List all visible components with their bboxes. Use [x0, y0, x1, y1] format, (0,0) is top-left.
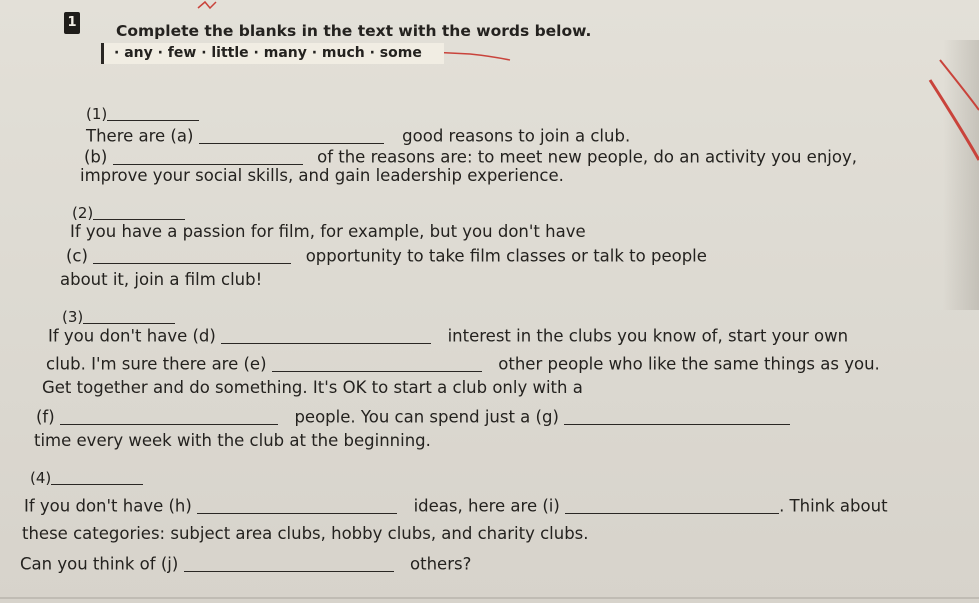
- blank-line[interactable]: [107, 105, 199, 121]
- p3-line3: Get together and do something. It's OK to start a club only with a: [42, 378, 583, 397]
- p4-line2: these categories: subject area clubs, hobby clubs, and charity clubs.: [22, 524, 589, 543]
- paragraph-marker-2: [72, 202, 185, 222]
- p4-line1: [24, 494, 888, 516]
- p1-line1: [86, 124, 630, 146]
- p1-line1-end: good reasons to join a club.: [402, 126, 631, 146]
- p3-line4-mid: people. You can spend just a (g): [294, 407, 559, 427]
- p1-line2: [84, 145, 857, 167]
- blank-f[interactable]: [60, 407, 278, 425]
- p3-line2-start: club. I'm sure there are (e): [46, 354, 267, 374]
- marker-text: (2): [72, 204, 94, 222]
- p2-line2: [66, 244, 707, 266]
- p4-line3-start: Can you think of (j): [20, 554, 179, 574]
- marker-text: (3): [62, 308, 84, 326]
- blank-d[interactable]: [221, 326, 431, 344]
- p1-line1-start: There are (a): [86, 126, 194, 146]
- blank-e[interactable]: [272, 354, 482, 372]
- p2-line1: If you have a passion for film, for example, but you don't have: [70, 222, 586, 241]
- blank-line[interactable]: [93, 204, 185, 220]
- blank-b[interactable]: [113, 147, 303, 165]
- word-bank: · any · few · little · many · much · some: [101, 43, 444, 64]
- p3-line5: time every week with the club at the beginning.: [34, 431, 431, 450]
- p1-line2-end: of the reasons are: to meet new people, do an activity you enjoy,: [317, 147, 857, 167]
- p1-line3: improve your social skills, and gain leadership experience.: [80, 166, 564, 185]
- blank-line[interactable]: [51, 469, 143, 485]
- blank-c[interactable]: [93, 246, 291, 264]
- blank-h[interactable]: [197, 496, 397, 514]
- blank-i[interactable]: [565, 496, 779, 514]
- blank-a[interactable]: [199, 126, 384, 144]
- p3-line2-end: other people who like the same things as you.: [498, 354, 880, 374]
- p2-line3: about it, join a film club!: [60, 270, 263, 289]
- p2-line2-start: (c): [66, 246, 88, 266]
- paragraph-marker-4: [30, 467, 143, 487]
- p2-line2-end: opportunity to take film classes or talk to people: [305, 246, 707, 266]
- instruction-text: Complete the blanks in the text with the words below.: [116, 22, 592, 40]
- paragraph-marker-1: [86, 103, 199, 123]
- p1-line2-start: (b): [84, 147, 108, 167]
- exercise-number: 1: [64, 12, 80, 34]
- p3-line4: [36, 405, 790, 427]
- p3-line4-start: (f): [36, 407, 55, 427]
- p4-line1-start: If you don't have (h): [24, 496, 192, 516]
- blank-j[interactable]: [184, 554, 394, 572]
- p3-line2: [46, 352, 880, 374]
- p4-line3-end: others?: [410, 554, 472, 574]
- p4-line1-mid: ideas, here are (i): [413, 496, 560, 516]
- p3-line1: [48, 324, 848, 346]
- marker-text: (4): [30, 469, 52, 487]
- p3-line1-end: interest in the clubs you know of, start your own: [447, 326, 849, 346]
- p4-line1-end: . Think about: [779, 496, 888, 516]
- blank-line[interactable]: [83, 308, 175, 324]
- marker-text: (1): [86, 105, 108, 123]
- blank-g[interactable]: [564, 407, 790, 425]
- paragraph-marker-3: [62, 306, 175, 326]
- p4-line3: [20, 552, 471, 574]
- p3-line1-start: If you don't have (d): [48, 326, 216, 346]
